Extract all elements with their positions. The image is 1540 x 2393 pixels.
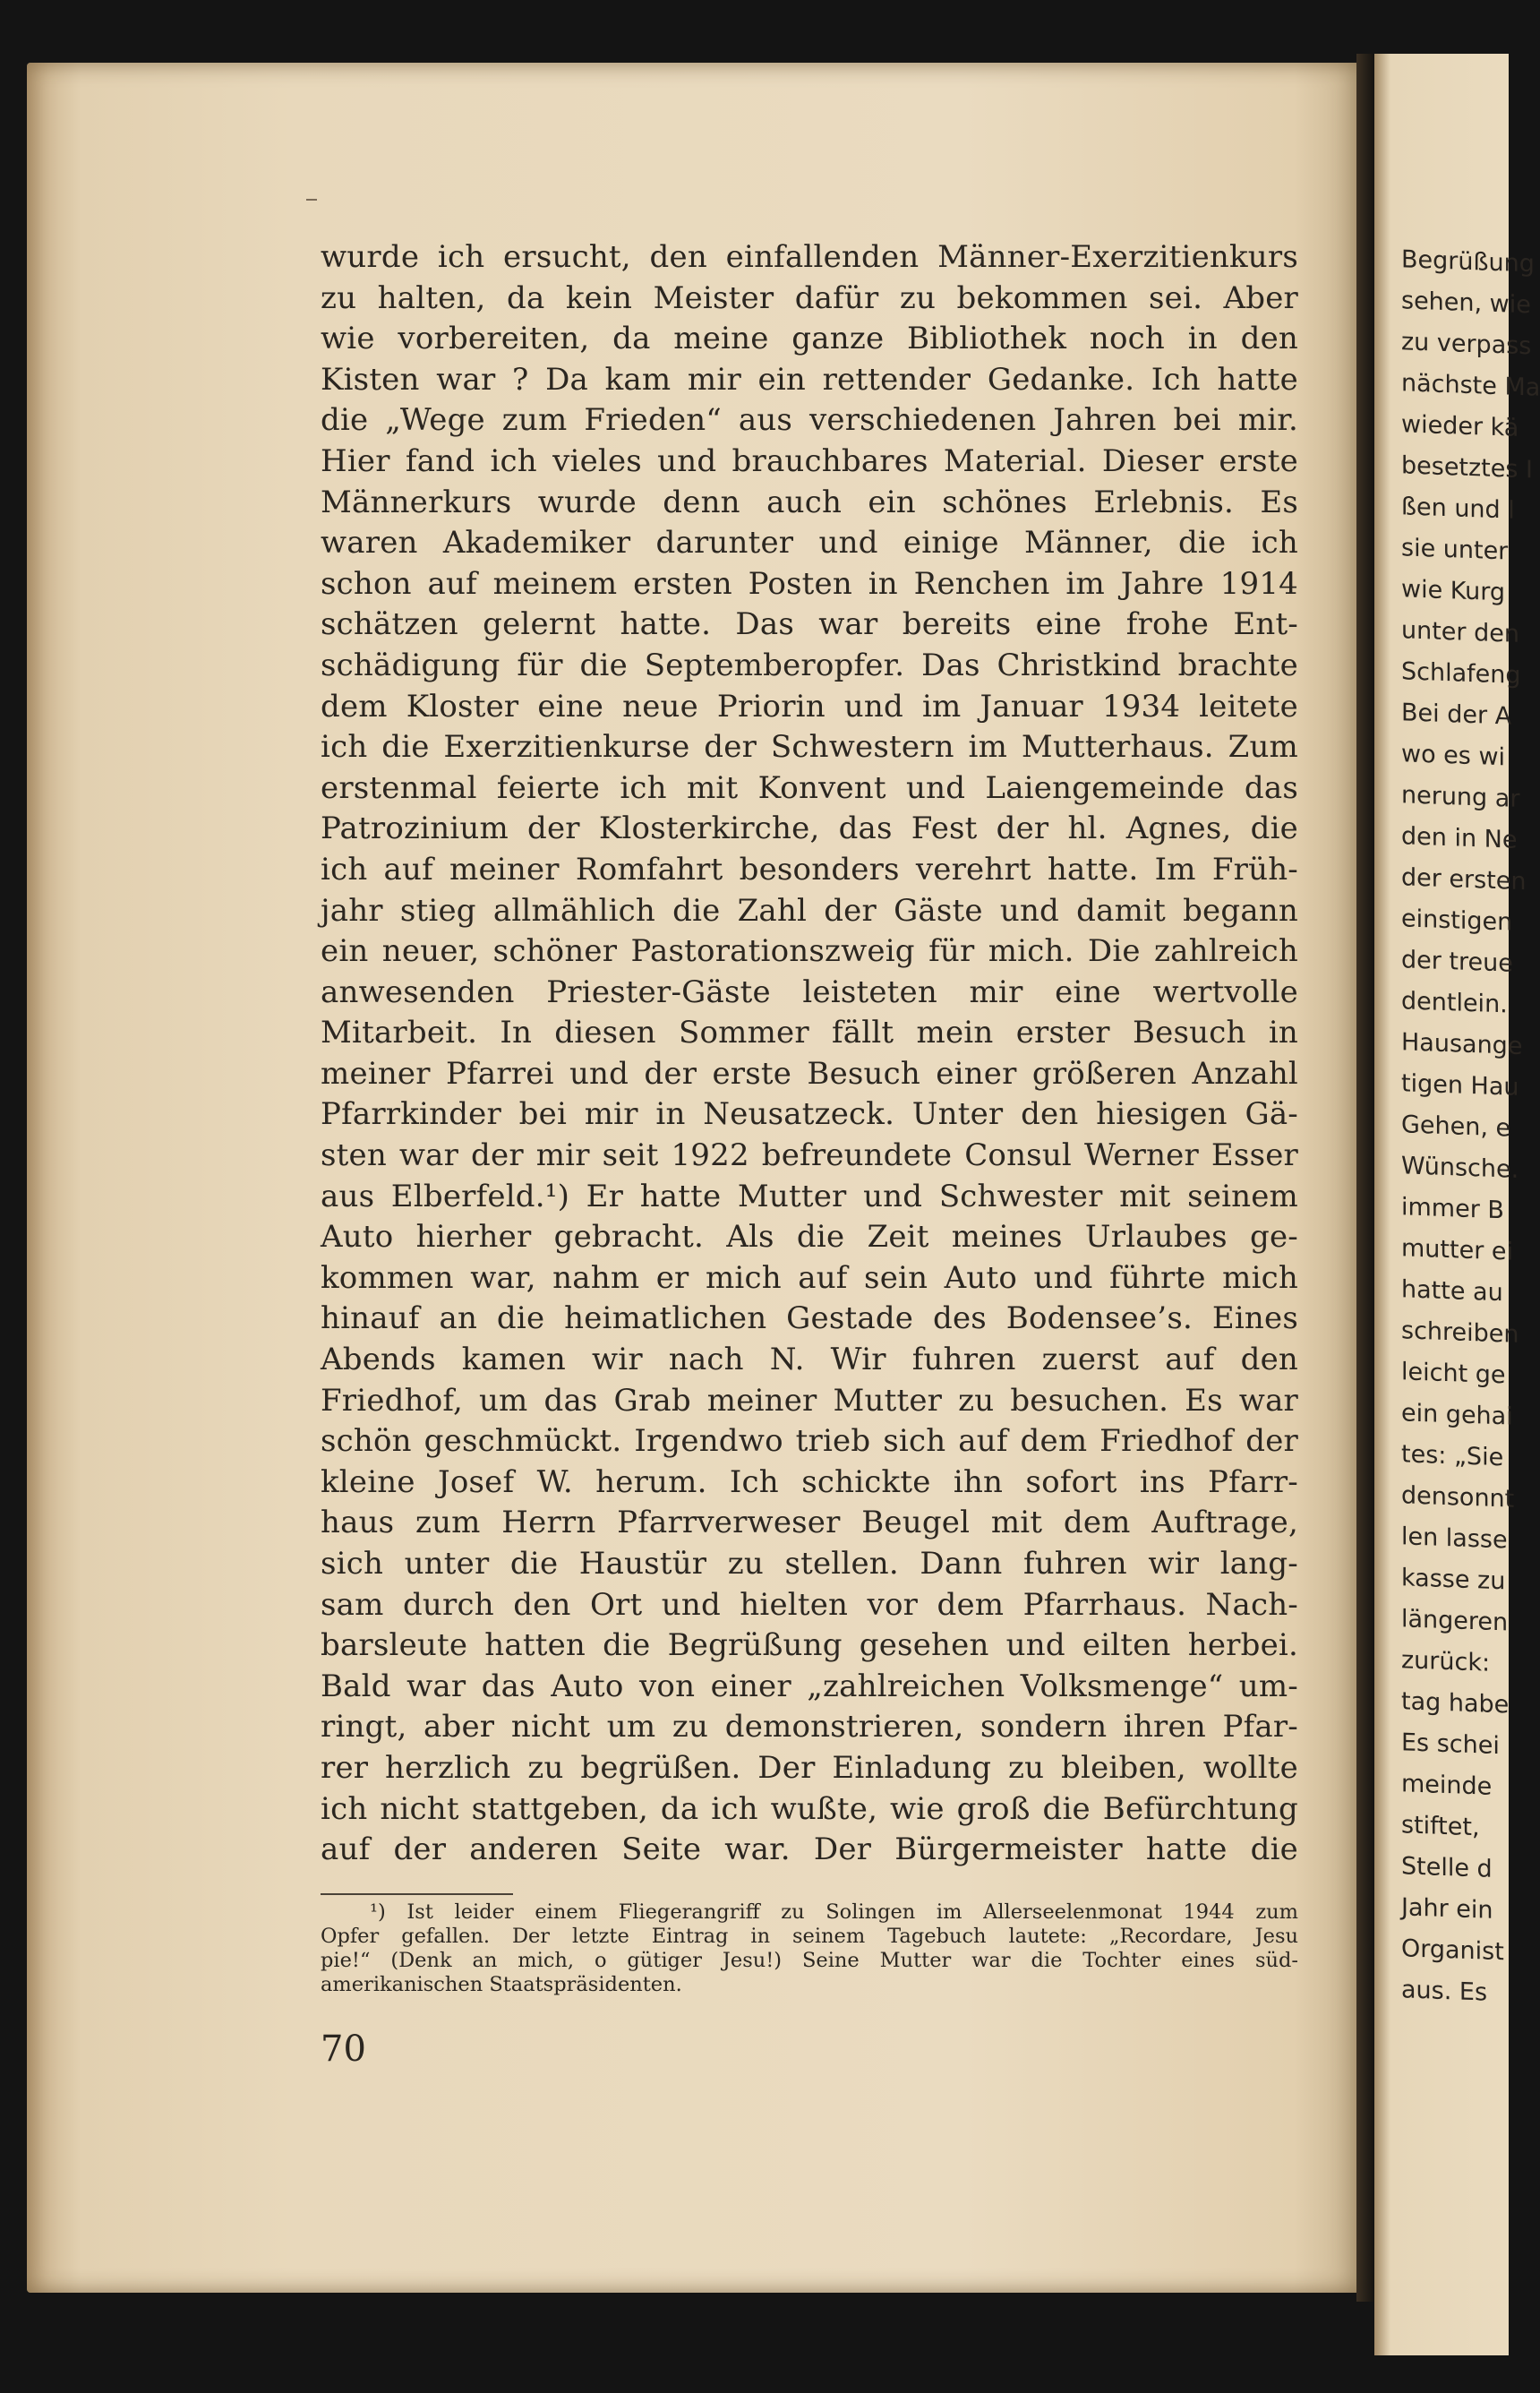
text-line: jahr stieg allmählich die Zahl der Gäste und damit begann bbox=[321, 892, 1298, 929]
facing-text-line: tigen Hau bbox=[1401, 1069, 1519, 1102]
text-line: Abends kamen wir nach N. Wir fuhren zuerst auf den bbox=[321, 1342, 1298, 1378]
text-line: hinauf an die heimatlichen Gestade des Bodensee’s. Eines bbox=[321, 1300, 1298, 1337]
text-line: schön geschmückt. Irgendwo trieb sich auf dem Friedhof der bbox=[321, 1423, 1298, 1460]
text-line: schon auf meinem ersten Posten in Renchen im Jahre 1914 bbox=[321, 565, 1298, 602]
facing-text-line: wo es wi bbox=[1401, 740, 1506, 772]
text-line: ich die Exerzitienkurse der Schwestern im Mutterhaus. Zum bbox=[321, 729, 1298, 766]
page-mark bbox=[306, 199, 317, 201]
facing-page-text bbox=[1401, 239, 1540, 2015]
facing-text-line: tes: „Sie bbox=[1401, 1440, 1504, 1472]
footnote-line: ¹) Ist leider einem Fliegerangriff zu Solingen im Allerseelenmonat 1944 zum bbox=[370, 1900, 1298, 1924]
facing-text-line: wie Kurg bbox=[1401, 575, 1506, 607]
facing-text-line: nerung ar bbox=[1401, 781, 1520, 813]
text-line: wie vorbereiten, da meine ganze Bibliothek noch in den bbox=[321, 321, 1298, 357]
facing-text-line: Organist bbox=[1401, 1934, 1504, 1967]
text-line: Hier fand ich vieles und brauchbares Material. Dieser erste bbox=[321, 442, 1298, 479]
text-line: ein neuer, schöner Pastorationszweig für mich. Die zahlreich bbox=[321, 933, 1298, 970]
facing-text-line: der treue bbox=[1401, 946, 1513, 978]
footnote-line: Opfer gefallen. Der letzte Eintrag in seinem Tagebuch lautete: „Recordare, Jesu bbox=[321, 1925, 1298, 1948]
text-line: Mitarbeit. In diesen Sommer fällt mein erster Besuch in bbox=[321, 1015, 1298, 1051]
footnote-rule bbox=[321, 1893, 513, 1895]
facing-text-line: kasse zu bbox=[1401, 1564, 1506, 1596]
facing-text-line: den in Ne bbox=[1401, 822, 1518, 854]
text-line: Kisten war ? Da kam mir ein rettender Gedanke. Ich hatte bbox=[321, 361, 1298, 398]
text-line: anwesenden Priester-Gäste leisteten mir eine wertvolle bbox=[321, 973, 1298, 1010]
text-line: die „Wege zum Frieden“ aus verschiedenen Jahren bei mir. bbox=[321, 402, 1298, 439]
text-line: auf der anderen Seite war. Der Bürgermeister hatte die bbox=[321, 1831, 1298, 1868]
facing-text-line: densonnt bbox=[1401, 1481, 1515, 1514]
facing-text-line: nächste Ma bbox=[1401, 369, 1540, 402]
facing-text-line: Hausange bbox=[1401, 1028, 1523, 1061]
text-line: haus zum Herrn Pfarrverweser Beugel mit dem Auftrage, bbox=[321, 1505, 1298, 1541]
text-line: kleine Josef W. herum. Ich schickte ihn sofort ins Pfarr- bbox=[321, 1463, 1298, 1500]
facing-text-line: sehen, wie bbox=[1401, 287, 1531, 320]
facing-text-line: Stelle d bbox=[1401, 1852, 1493, 1883]
facing-text-line: Schlafeng bbox=[1401, 657, 1521, 690]
text-line: ich auf meiner Romfahrt besonders verehrt hatte. Im Früh- bbox=[321, 851, 1298, 888]
footnote-line: amerikanischen Staatspräsidenten. bbox=[321, 1973, 682, 1996]
facing-text-line: Wünsche. bbox=[1401, 1152, 1519, 1184]
text-line: sich unter die Haustür zu stellen. Dann fuhren wir lang- bbox=[321, 1546, 1298, 1582]
facing-text-line: zurück: bbox=[1401, 1646, 1491, 1677]
facing-text-line: zu verpass bbox=[1401, 328, 1532, 361]
facing-text-line: Bei der A bbox=[1401, 699, 1512, 731]
text-line: sam durch den Ort und hielten vor dem Pfarrhaus. Nach- bbox=[321, 1586, 1298, 1623]
facing-text-line: tag habe bbox=[1401, 1687, 1510, 1720]
footnote-line: pie!“ (Denk an mich, o gütiger Jesu!) Seine Mutter war die Tochter eines süd- bbox=[321, 1949, 1298, 1972]
footnote bbox=[321, 1900, 1298, 1997]
text-line: Patrozinium der Klosterkirche, das Fest der hl. Agnes, die bbox=[321, 811, 1298, 847]
facing-text-line: len lasse bbox=[1401, 1522, 1508, 1555]
text-line: erstenmal feierte ich mit Konvent und Laiengemeinde das bbox=[321, 769, 1298, 806]
text-line: Auto hierher gebracht. Als die Zeit meines Urlaubes ge- bbox=[321, 1219, 1298, 1256]
text-line: meiner Pfarrei und der erste Besuch einer größeren Anzahl bbox=[321, 1055, 1298, 1092]
facing-text-line: mutter ei bbox=[1401, 1234, 1513, 1266]
facing-text-line: Jahr ein bbox=[1401, 1893, 1493, 1925]
facing-text-line: hatte au bbox=[1401, 1275, 1503, 1308]
facing-text-line: aus. Es bbox=[1401, 1976, 1488, 2007]
text-line: rer herzlich zu begrüßen. Der Einladung zu bleiben, wollte bbox=[321, 1749, 1298, 1786]
facing-text-line: besetztes I bbox=[1401, 451, 1533, 485]
facing-text-line: der ersten bbox=[1401, 863, 1527, 896]
text-line: Bald war das Auto von einer „zahlreichen Volksmenge“ um- bbox=[321, 1668, 1298, 1704]
text-line: wurde ich ersucht, den einfallenden Männer-Exerzitienkurs bbox=[321, 239, 1298, 275]
text-line: kommen war, nahm er mich auf sein Auto und führte mich bbox=[321, 1259, 1298, 1296]
facing-text-line: wieder kä bbox=[1401, 410, 1519, 442]
text-line: Pfarrkinder bei mir in Neusatzeck. Unter den hiesigen Gä- bbox=[321, 1096, 1298, 1133]
text-line: ringt, aber nicht um zu demonstrieren, sondern ihren Pfar- bbox=[321, 1709, 1298, 1745]
facing-text-line: Gehen, e bbox=[1401, 1111, 1511, 1143]
facing-text-line: Es schei bbox=[1401, 1728, 1500, 1761]
facing-text-line: Begrüßung bbox=[1401, 245, 1535, 279]
facing-text-line: unter den bbox=[1401, 616, 1519, 648]
text-line: Friedhof, um das Grab meiner Mutter zu besuchen. Es war bbox=[321, 1382, 1298, 1419]
facing-text-line: leicht ge bbox=[1401, 1358, 1506, 1390]
facing-text-line: einstigen bbox=[1401, 905, 1513, 937]
facing-page bbox=[1374, 54, 1540, 2355]
text-line: waren Akademiker darunter und einige Männer, die ich bbox=[321, 525, 1298, 562]
facing-text-line: ein gehai bbox=[1401, 1399, 1513, 1431]
text-line: sten war der mir seit 1922 befreundete Consul Werner Esser bbox=[321, 1137, 1298, 1174]
text-line: dem Kloster eine neue Priorin und im Januar 1934 leitete bbox=[321, 688, 1298, 725]
text-line: Männerkurs wurde denn auch ein schönes Erlebnis. Es bbox=[321, 484, 1298, 520]
text-line: schädigung für die Septemberopfer. Das Christkind brachte bbox=[321, 647, 1298, 683]
facing-text-line: stiftet, bbox=[1401, 1811, 1480, 1842]
text-line: ich nicht stattgeben, da ich wußte, wie groß die Befürchtung bbox=[321, 1790, 1298, 1827]
facing-text-line: längeren bbox=[1401, 1605, 1509, 1637]
text-line: barsleute hatten die Begrüßung gesehen und eilten herbei. bbox=[321, 1627, 1298, 1664]
facing-text-line: immer B bbox=[1401, 1193, 1504, 1225]
facing-text-line: ßen und l bbox=[1401, 493, 1515, 525]
text-line: aus Elberfeld.¹) Er hatte Mutter und Schwester mit seinem bbox=[321, 1178, 1298, 1214]
facing-text-line: schreiben bbox=[1401, 1317, 1519, 1349]
facing-text-line: dentlein. bbox=[1401, 987, 1508, 1019]
text-line: schätzen gelernt hatte. Das war bereits eine frohe Ent- bbox=[321, 606, 1298, 643]
facing-text-line: meinde bbox=[1401, 1770, 1493, 1801]
page-number: 70 bbox=[321, 2028, 366, 2070]
text-line: zu halten, da kein Meister dafür zu bekommen sei. Aber bbox=[321, 279, 1298, 316]
facing-text-line: sie unter bbox=[1401, 534, 1509, 566]
body-text bbox=[321, 237, 1298, 1871]
